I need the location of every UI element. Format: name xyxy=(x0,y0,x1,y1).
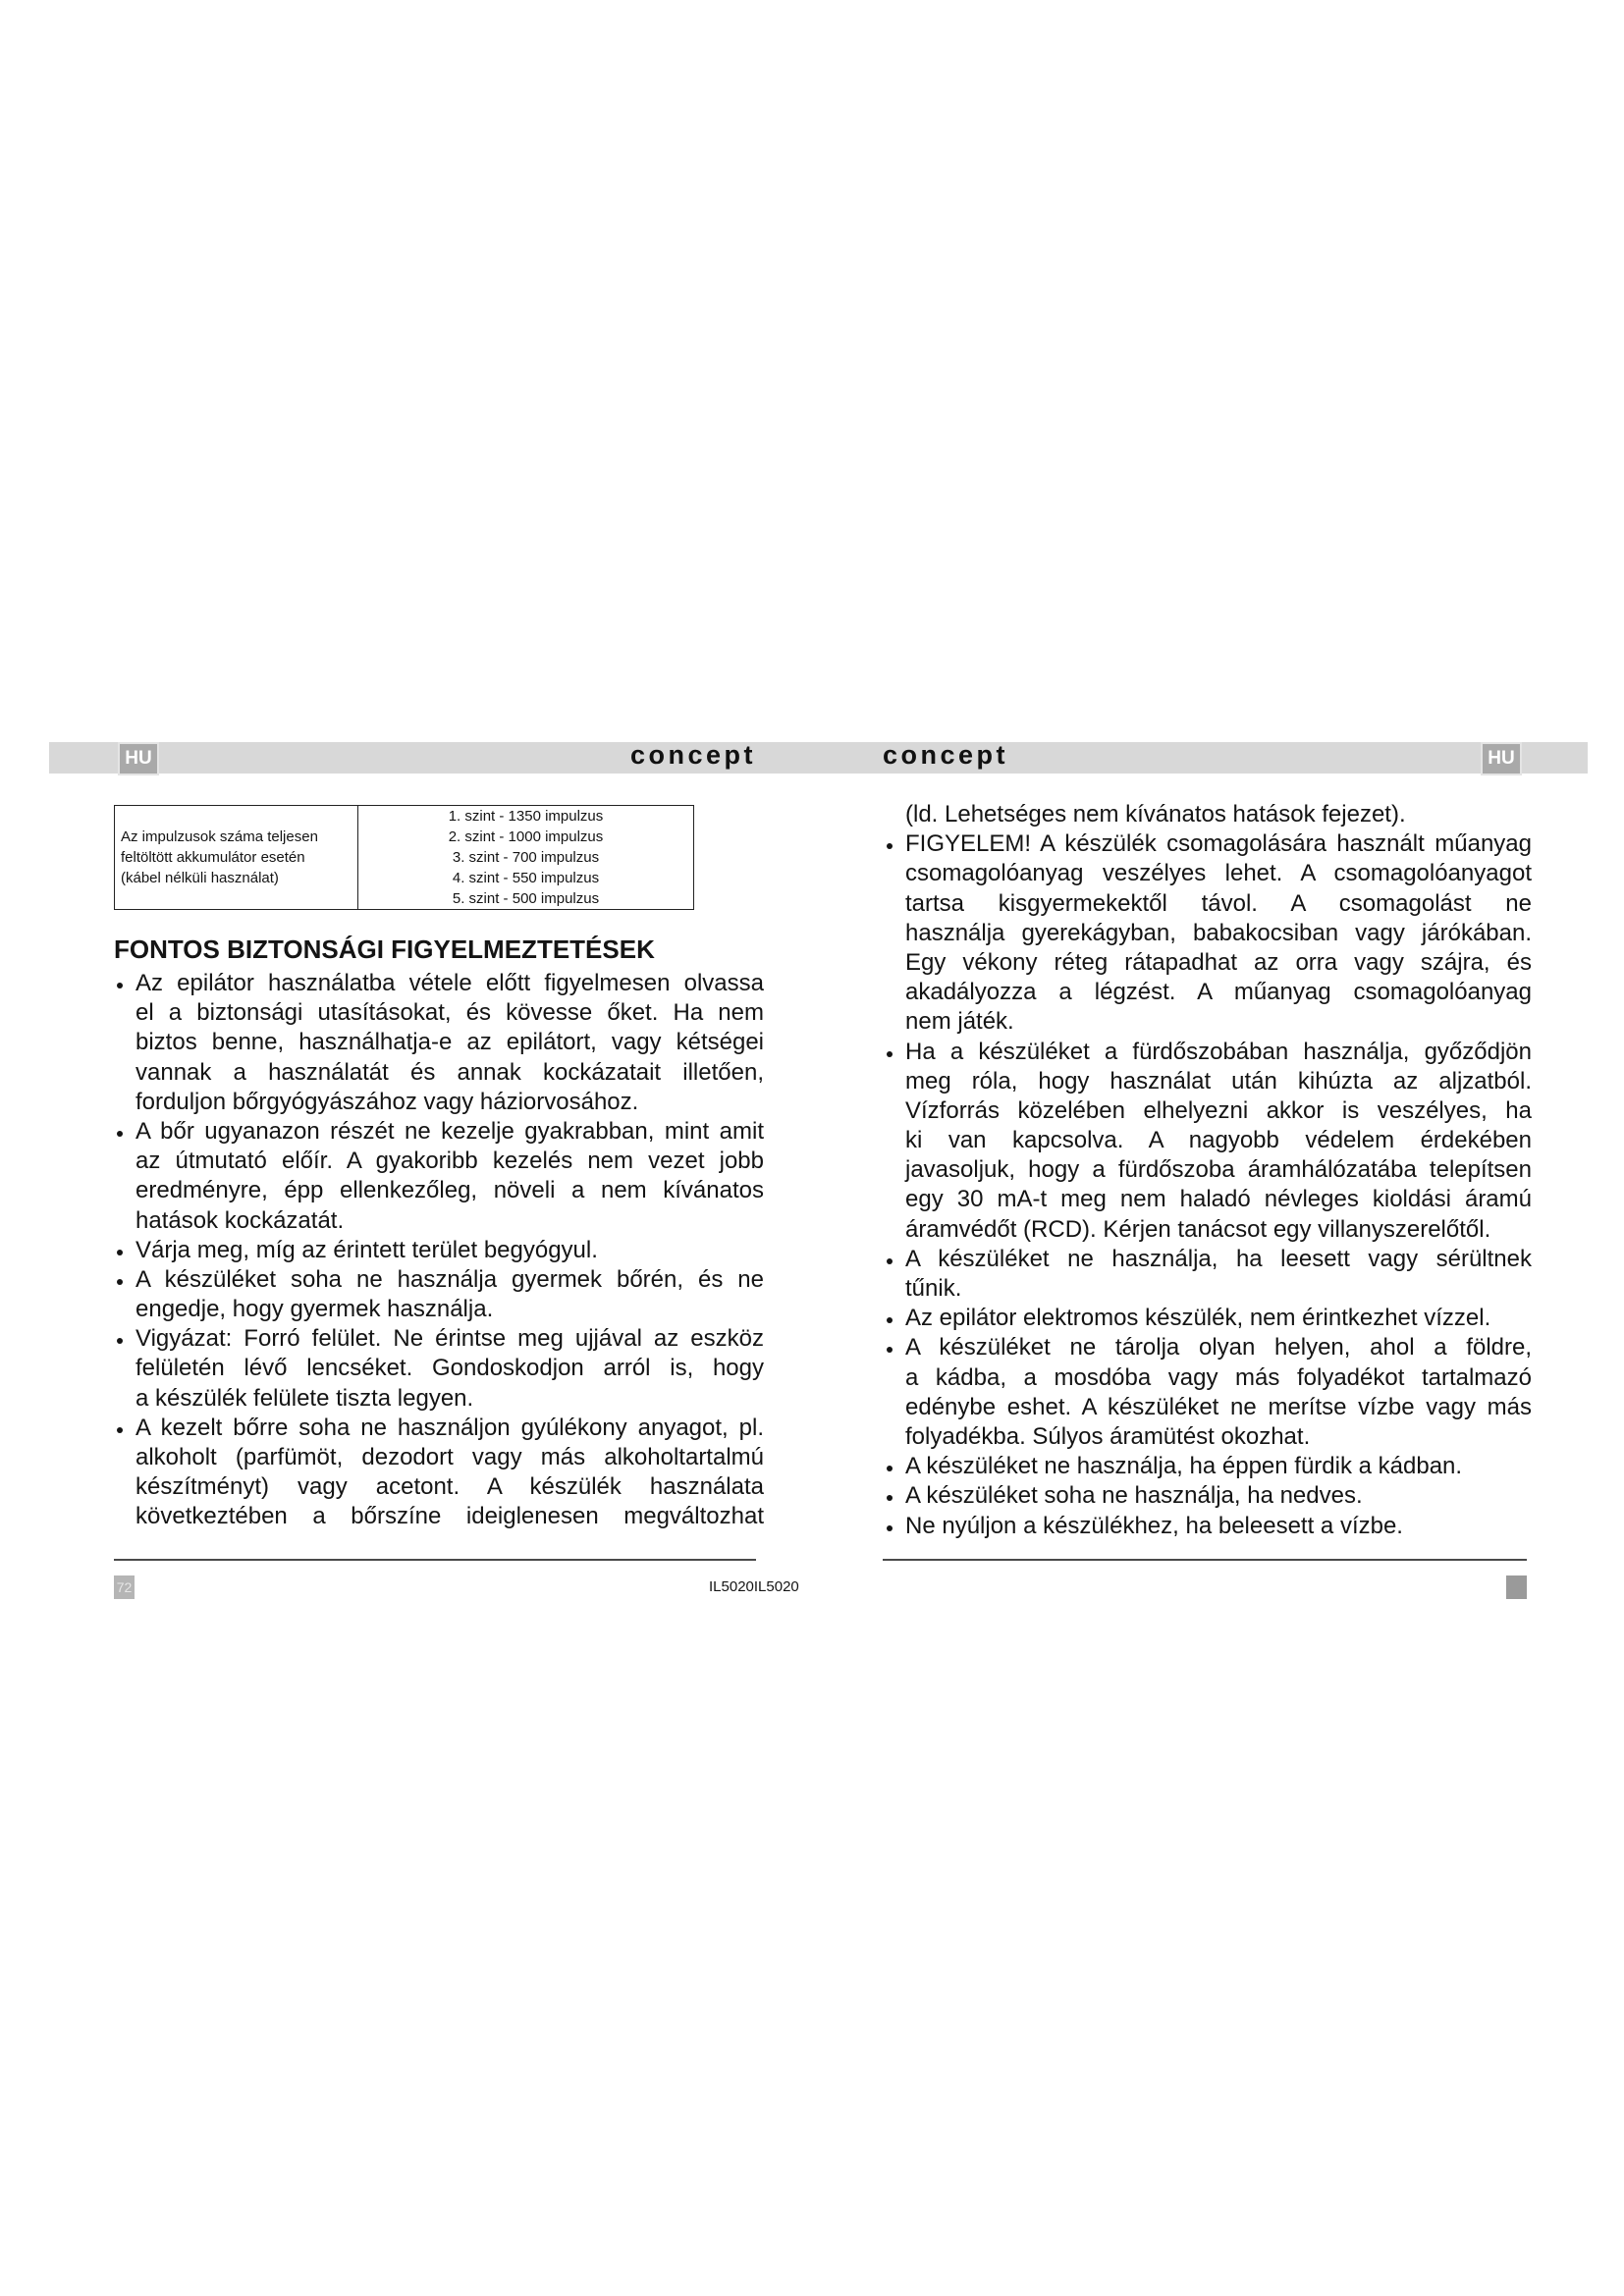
bullet-icon xyxy=(887,1317,893,1323)
bullet-line: Vízforrás közelében elhelyezni akkor is veszélyes, ha xyxy=(905,1096,1532,1124)
footer-rule-left xyxy=(114,1559,756,1561)
bullet-line: készítményt) vagy acetont. A készülék használata xyxy=(135,1473,764,1501)
bullet-line xyxy=(905,1304,1532,1333)
line-text: Várja meg, míg az érintett terület begyógyul. xyxy=(135,1236,598,1263)
bullet-line: tartsa kisgyermekektől távol. A csomagolást ne xyxy=(905,889,1532,917)
table-label-line: Az impulzusok száma teljesen xyxy=(121,828,318,845)
bullet-line xyxy=(135,1236,764,1265)
table-label-line: (kábel nélküli használat) xyxy=(121,870,279,886)
bullet-line: az útmutató előír. A gyakoribb kezelés nem vezet jobb xyxy=(135,1148,764,1175)
bullet-item xyxy=(883,1038,1532,1245)
line-text: A kezelt bőrre soha ne használjon gyúlékony anyagot, pl. xyxy=(135,1414,764,1441)
bullet-line: áramvédőt (RCD). Kérjen tanácsot egy villanyszerelőtől. xyxy=(905,1215,1491,1243)
bullet-item xyxy=(883,1333,1532,1452)
bullet-line: el a biztonsági utasításokat, és kövesse őket. Ha nem xyxy=(135,999,764,1027)
bullet-line xyxy=(905,1245,1532,1274)
bullet-icon xyxy=(887,1466,893,1471)
bullet-line: eredményre, épp ellenkezőleg, növeli a nem kívánatos xyxy=(135,1177,764,1204)
bullet-line: engedje, hogy gyermek használja. xyxy=(135,1296,494,1323)
bullet-line xyxy=(135,969,764,998)
bullet-line: vannak a használatát és annak kockázatait illetően, xyxy=(135,1058,764,1086)
bullet-line: Egy vékony réteg rátapadhat az orra vagy szájra, és xyxy=(905,948,1532,976)
bullet-line: a készülék felülete tiszta legyen. xyxy=(135,1384,474,1412)
bullet-icon xyxy=(887,1525,893,1531)
bullet-line: hatások kockázatát. xyxy=(135,1206,345,1234)
bullet-item xyxy=(114,969,764,1117)
bullet-icon xyxy=(117,983,123,988)
left-column xyxy=(114,969,764,1532)
bullet-line: akadályozza a légzést. A műanyag csomagolóanyag xyxy=(905,979,1532,1006)
table-level-line: 3. szint - 700 impulzus xyxy=(452,849,600,866)
bullet-line xyxy=(905,1481,1532,1511)
bullet-line: következtében a bőrszíne ideiglenesen megváltozhat xyxy=(135,1503,764,1530)
line-text: A készüléket ne tárolja olyan helyen, ahol a földre, xyxy=(905,1334,1532,1362)
bullet-icon xyxy=(117,1279,123,1285)
right-column xyxy=(883,800,1532,1541)
line-text: Ne nyúljon a készülékhez, ha beleesett a vízbe. xyxy=(905,1512,1403,1539)
lang-badge-right: HU xyxy=(1481,742,1522,775)
line-text: Vigyázat: Forró felület. Ne érintse meg ujjával az eszköz xyxy=(135,1325,764,1353)
bullet-line: alkoholt (parfümöt, dezodort vagy más alkoholtartalmú xyxy=(135,1444,764,1470)
line-text: Az epilátor elektromos készülék, nem érintkezhet vízzel. xyxy=(905,1305,1491,1332)
bullet-item xyxy=(883,1245,1532,1304)
impulse-table-label-cell xyxy=(115,806,358,909)
bullet-line: felületén lévő lencséket. Gondoskodjon arról is, hogy xyxy=(135,1355,764,1382)
bullet-line: edénybe eshet. A készüléket ne merítse vízbe vagy más xyxy=(905,1393,1532,1420)
table-level-line: 1. szint - 1350 impulzus xyxy=(448,808,604,825)
page-number: 72 xyxy=(114,1575,135,1599)
bullet-line: tűnik. xyxy=(905,1275,962,1302)
line-text: FIGYELEM! A készülék csomagolására használt műanyag xyxy=(905,830,1532,858)
bullet-line: javasoljuk, hogy a fürdőszoba áramhálózatába telepítsen xyxy=(905,1156,1532,1184)
bullet-line xyxy=(905,1512,1532,1541)
line-text: Az epilátor használatba vétele előtt figyelmesen olvassa xyxy=(135,970,764,996)
bullet-item xyxy=(114,1236,764,1265)
bullet-item xyxy=(114,1324,764,1414)
bullet-item xyxy=(883,1452,1532,1481)
table-level-line: 4. szint - 550 impulzus xyxy=(452,870,600,886)
bullet-line xyxy=(905,1038,1532,1067)
bullet-item xyxy=(114,1414,764,1532)
bullet-icon xyxy=(887,1347,893,1353)
bullet-line: nem játék. xyxy=(905,1008,1014,1036)
impulse-table xyxy=(114,805,694,910)
bullet-icon xyxy=(887,1495,893,1501)
bullet-icon xyxy=(117,1250,123,1255)
table-label-line: feltöltött akkumulátor esetén xyxy=(121,849,305,866)
bullet-line xyxy=(905,1452,1532,1481)
table-level-line: 2. szint - 1000 impulzus xyxy=(448,828,604,845)
bullet-icon xyxy=(887,1051,893,1057)
line-text: A készüléket ne használja, ha leesett vagy sérültnek xyxy=(905,1245,1532,1272)
bullet-line: forduljon bőrgyógyászához vagy háziorvosához. xyxy=(135,1088,639,1115)
continuation-line: (ld. Lehetséges nem kívánatos hatások fejezet). xyxy=(905,801,1406,828)
header-bar xyxy=(49,742,1588,774)
bullet-line: használja gyerekágyban, babakocsiban vagy járókában. xyxy=(905,919,1532,946)
bullet-item xyxy=(883,1512,1532,1541)
bullet-line xyxy=(135,1414,764,1443)
line-text: A készüléket ne használja, ha éppen fürdik a kádban. xyxy=(905,1453,1463,1480)
bullet-item xyxy=(883,829,1532,1037)
line-text: A készüléket soha ne használja, ha nedves. xyxy=(905,1482,1363,1510)
line-text: A bőr ugyanazon részét ne kezelje gyakrabban, mint amit xyxy=(135,1117,764,1145)
bullet-line xyxy=(905,829,1532,859)
bullet-line: meg róla, hogy használat után kihúzta az aljzatból. xyxy=(905,1067,1532,1095)
lang-badge-left: HU xyxy=(118,742,159,775)
bullet-icon xyxy=(117,1427,123,1433)
bullet-item xyxy=(114,1117,764,1236)
bullet-line: folyadékba. Súlyos áramütést okozhat. xyxy=(905,1422,1311,1450)
bullet-line xyxy=(135,1265,764,1295)
model-number: IL5020IL5020 xyxy=(709,1578,799,1595)
line-text: A készüléket soha ne használja gyermek bőrén, és ne xyxy=(135,1265,764,1293)
table-level-line: 5. szint - 500 impulzus xyxy=(452,890,600,907)
bullet-line: egy 30 mA-t meg nem haladó névleges kioldási áramú xyxy=(905,1186,1532,1213)
brand-logo-right: concept xyxy=(883,740,1009,770)
bullet-icon xyxy=(117,1131,123,1137)
impulse-table-values-cell xyxy=(358,806,693,909)
bullet-item xyxy=(883,1481,1532,1511)
bullet-line xyxy=(135,1324,764,1354)
page-marker-right xyxy=(1506,1575,1527,1599)
bullet-item xyxy=(114,1265,764,1324)
bullet-icon xyxy=(117,1338,123,1344)
footer-rule-right xyxy=(883,1559,1527,1561)
bullet-icon xyxy=(887,843,893,849)
bullet-line xyxy=(905,1333,1532,1362)
section-heading: FONTOS BIZTONSÁGI FIGYELMEZTETÉSEK xyxy=(114,934,655,964)
bullet-icon xyxy=(887,1258,893,1264)
bullet-item xyxy=(883,1304,1532,1333)
bullet-line: ki van kapcsolva. A nagyobb védelem érdekében xyxy=(905,1127,1532,1154)
bullet-line xyxy=(135,1117,764,1147)
bullet-line: csomagolóanyag veszélyes lehet. A csomagolóanyagot xyxy=(905,860,1532,887)
bullet-line: biztos benne, használhatja-e az epilátort, vagy kétségei xyxy=(135,1029,764,1056)
line-text: Ha a készüléket a fürdőszobában használja, győződjön xyxy=(905,1038,1532,1065)
brand-logo-left: concept xyxy=(630,740,757,770)
bullet-line: a kádba, a mosdóba vagy más folyadékot tartalmazó xyxy=(905,1363,1532,1391)
